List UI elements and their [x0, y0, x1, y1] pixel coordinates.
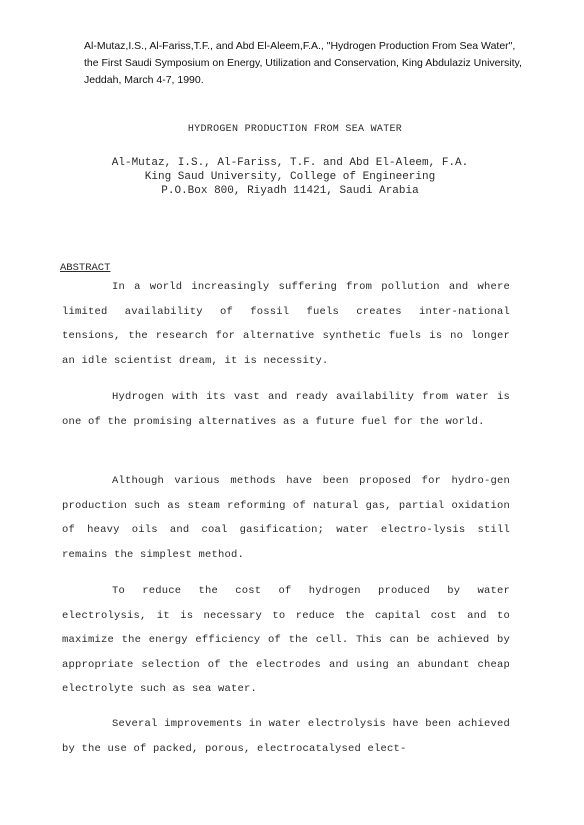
paragraph-text: Hydrogen with its vast and ready availability from water is one of the promising alternatives as a future fuel for the world.: [62, 391, 510, 428]
author-address: P.O.Box 800, Riyadh 11421, Saudi Arabia: [161, 185, 419, 197]
abstract-paragraph-2: [62, 385, 510, 434]
author-block: [60, 156, 520, 198]
abstract-heading: ABSTRACT: [60, 262, 111, 274]
paragraph-text: In a world increasingly suffering from pollution and where limited availability of fossil fuels creates inter-national tensions, the research for alternative synthetic fuels is no longer an idle scientist dream, it is necessity.: [62, 281, 510, 367]
paragraph-text: Although various methods have been proposed for hydro-gen production such as steam reforming of natural gas, partial oxidation of heavy oils and coal gasification; water electro-lysis still remains the simplest method.: [62, 475, 510, 561]
abstract-paragraph-4: [62, 579, 510, 702]
abstract-paragraph-5: [62, 712, 510, 761]
author-names: Al-Mutaz, I.S., Al-Fariss, T.F. and Abd El-Aleem, F.A.: [111, 157, 469, 169]
paragraph-text: To reduce the cost of hydrogen produced by water electrolysis, it is necessary to reduce the capital cost and to maximize the energy efficiency of the cell. This can be achieved by appropriate selection of the electrodes and using an abundant cheap electrolyte such as sea water.: [62, 585, 510, 695]
citation-header: Al-Mutaz,I.S., Al-Fariss,T.F., and Abd El-Aleem,F.A., "Hydrogen Production From Sea Water", the First Saudi Symposium on Energy, Utilization and Conservation, King Abdulaziz University, Jeddah, March 4-7, 1990.: [84, 40, 522, 86]
abstract-paragraph-1: [62, 275, 510, 373]
paper-title: HYDROGEN PRODUCTION FROM SEA WATER: [187, 124, 403, 135]
author-affiliation: King Saud University, College of Engineering: [144, 171, 436, 183]
abstract-paragraph-3: [62, 469, 510, 567]
paragraph-text: Several improvements in water electrolysis have been achieved by the use of packed, porous, electrocatalysed elect-: [62, 718, 510, 755]
